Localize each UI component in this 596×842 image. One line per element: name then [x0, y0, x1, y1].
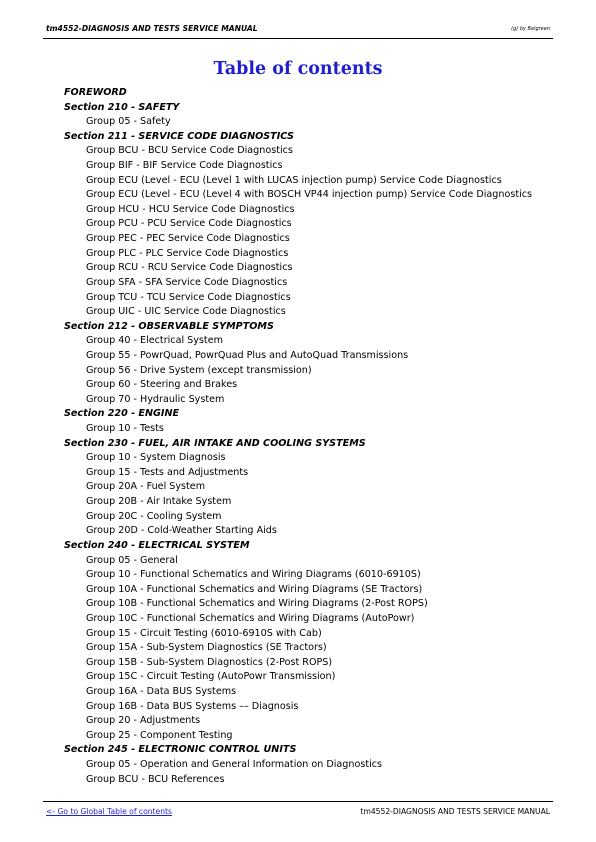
toc-section-entry[interactable]: Section 210 - SAFETY: [64, 101, 180, 113]
header-credit: (g) by Belgreen: [511, 26, 550, 32]
toc-group-entry[interactable]: Group 55 - PowrQuad, PowrQuad Plus and AutoQuad Transmissions: [86, 349, 409, 361]
toc-title: Table of contents: [213, 59, 383, 79]
toc-group-entry[interactable]: Group UIC - UIC Service Code Diagnostics: [86, 306, 286, 318]
toc-group-entry[interactable]: Group 15 - Circuit Testing (6010-6910S with Cab): [86, 627, 322, 639]
page-footer: [43, 801, 553, 822]
toc-section-entry[interactable]: Section 211 - SERVICE CODE DIAGNOSTICS: [64, 130, 294, 142]
toc-section-entry[interactable]: Section 212 - OBSERVABLE SYMPTOMS: [64, 320, 274, 332]
toc-group-entry[interactable]: Group 25 - Component Testing: [86, 729, 233, 741]
toc-group-entry[interactable]: Group ECU (Level - ECU (Level 1 with LUCAS injection pump) Service Code Diagnostics: [86, 174, 502, 186]
toc-section-entry[interactable]: Section 245 - ELECTRONIC CONTROL UNITS: [64, 744, 297, 756]
toc-group-entry[interactable]: Group 10C - Functional Schematics and Wiring Diagrams (AutoPowr): [86, 612, 415, 624]
toc-group-entry[interactable]: Group PLC - PLC Service Code Diagnostics: [86, 247, 289, 259]
toc-group-entry[interactable]: Group 15A - Sub-System Diagnostics (SE Tractors): [86, 642, 327, 654]
header-title: tm4552-DIAGNOSIS AND TESTS SERVICE MANUAL: [46, 24, 258, 33]
toc-group-entry[interactable]: Group 56 - Drive System (except transmission): [86, 364, 312, 376]
toc-group-entry[interactable]: Group PCU - PCU Service Code Diagnostics: [86, 218, 292, 230]
toc-group-entry[interactable]: Group 10 - System Diagnosis: [86, 452, 226, 464]
toc-group-entry[interactable]: Group TCU - TCU Service Code Diagnostics: [86, 291, 291, 303]
global-toc-link[interactable]: <- Go to Global Table of contents: [46, 807, 172, 816]
table-of-contents: [64, 86, 564, 787]
toc-group-entry[interactable]: Group 20D - Cold-Weather Starting Aids: [86, 525, 277, 537]
toc-group-entry[interactable]: Group 20B - Air Intake System: [86, 496, 232, 508]
page-header: [43, 24, 553, 39]
toc-section-entry[interactable]: Section 230 - FUEL, AIR INTAKE AND COOLING SYSTEMS: [64, 437, 366, 449]
toc-group-entry[interactable]: Group 05 - Operation and General Information on Diagnostics: [86, 759, 383, 771]
toc-group-entry[interactable]: Group 15 - Tests and Adjustments: [86, 466, 249, 478]
toc-group-entry[interactable]: Group RCU - RCU Service Code Diagnostics: [86, 262, 293, 274]
footer-title: tm4552-DIAGNOSIS AND TESTS SERVICE MANUAL: [360, 807, 550, 816]
toc-group-entry[interactable]: Group 10A - Functional Schematics and Wiring Diagrams (SE Tractors): [86, 583, 423, 595]
toc-group-entry[interactable]: Group PEC - PEC Service Code Diagnostics: [86, 233, 290, 245]
toc-group-entry[interactable]: Group 16B - Data BUS Systems –– Diagnosis: [86, 700, 299, 712]
toc-group-entry[interactable]: Group SFA - SFA Service Code Diagnostics: [86, 276, 288, 288]
toc-section-entry[interactable]: FOREWORD: [64, 87, 127, 98]
toc-group-entry[interactable]: Group 60 - Steering and Brakes: [86, 379, 238, 391]
toc-group-entry[interactable]: Group 20 - Adjustments: [86, 715, 201, 727]
toc-group-entry[interactable]: Group BCU - BCU Service Code Diagnostics: [86, 145, 293, 157]
toc-group-entry[interactable]: Group 10 - Functional Schematics and Wiring Diagrams (6010-6910S): [86, 569, 421, 581]
toc-group-entry[interactable]: Group 15C - Circuit Testing (AutoPowr Transmission): [86, 671, 336, 683]
toc-group-entry[interactable]: Group ECU (Level - ECU (Level 4 with BOSCH VP44 injection pump) Service Code Diagnostics: [86, 189, 533, 201]
toc-group-entry[interactable]: Group 05 - Safety: [86, 116, 171, 128]
toc-group-entry[interactable]: Group 05 - General: [86, 554, 178, 566]
toc-group-entry[interactable]: Group 16A - Data BUS Systems: [86, 685, 237, 697]
toc-section-entry[interactable]: Section 220 - ENGINE: [64, 408, 180, 420]
toc-group-entry[interactable]: Group 10B - Functional Schematics and Wiring Diagrams (2-Post ROPS): [86, 598, 428, 610]
toc-group-entry[interactable]: Group 20A - Fuel System: [86, 481, 206, 493]
toc-group-entry[interactable]: Group 70 - Hydraulic System: [86, 393, 225, 405]
toc-group-entry[interactable]: Group HCU - HCU Service Code Diagnostics: [86, 203, 295, 215]
toc-section-entry[interactable]: Section 240 - ELECTRICAL SYSTEM: [64, 539, 250, 551]
toc-group-entry[interactable]: Group 15B - Sub-System Diagnostics (2-Post ROPS): [86, 656, 333, 668]
toc-group-entry[interactable]: Group 20C - Cooling System: [86, 510, 222, 522]
toc-group-entry[interactable]: Group BCU - BCU References: [86, 773, 225, 785]
toc-group-entry[interactable]: Group BIF - BIF Service Code Diagnostics: [86, 160, 283, 172]
toc-group-entry[interactable]: Group 40 - Electrical System: [86, 335, 223, 347]
toc-group-entry[interactable]: Group 10 - Tests: [86, 423, 164, 435]
